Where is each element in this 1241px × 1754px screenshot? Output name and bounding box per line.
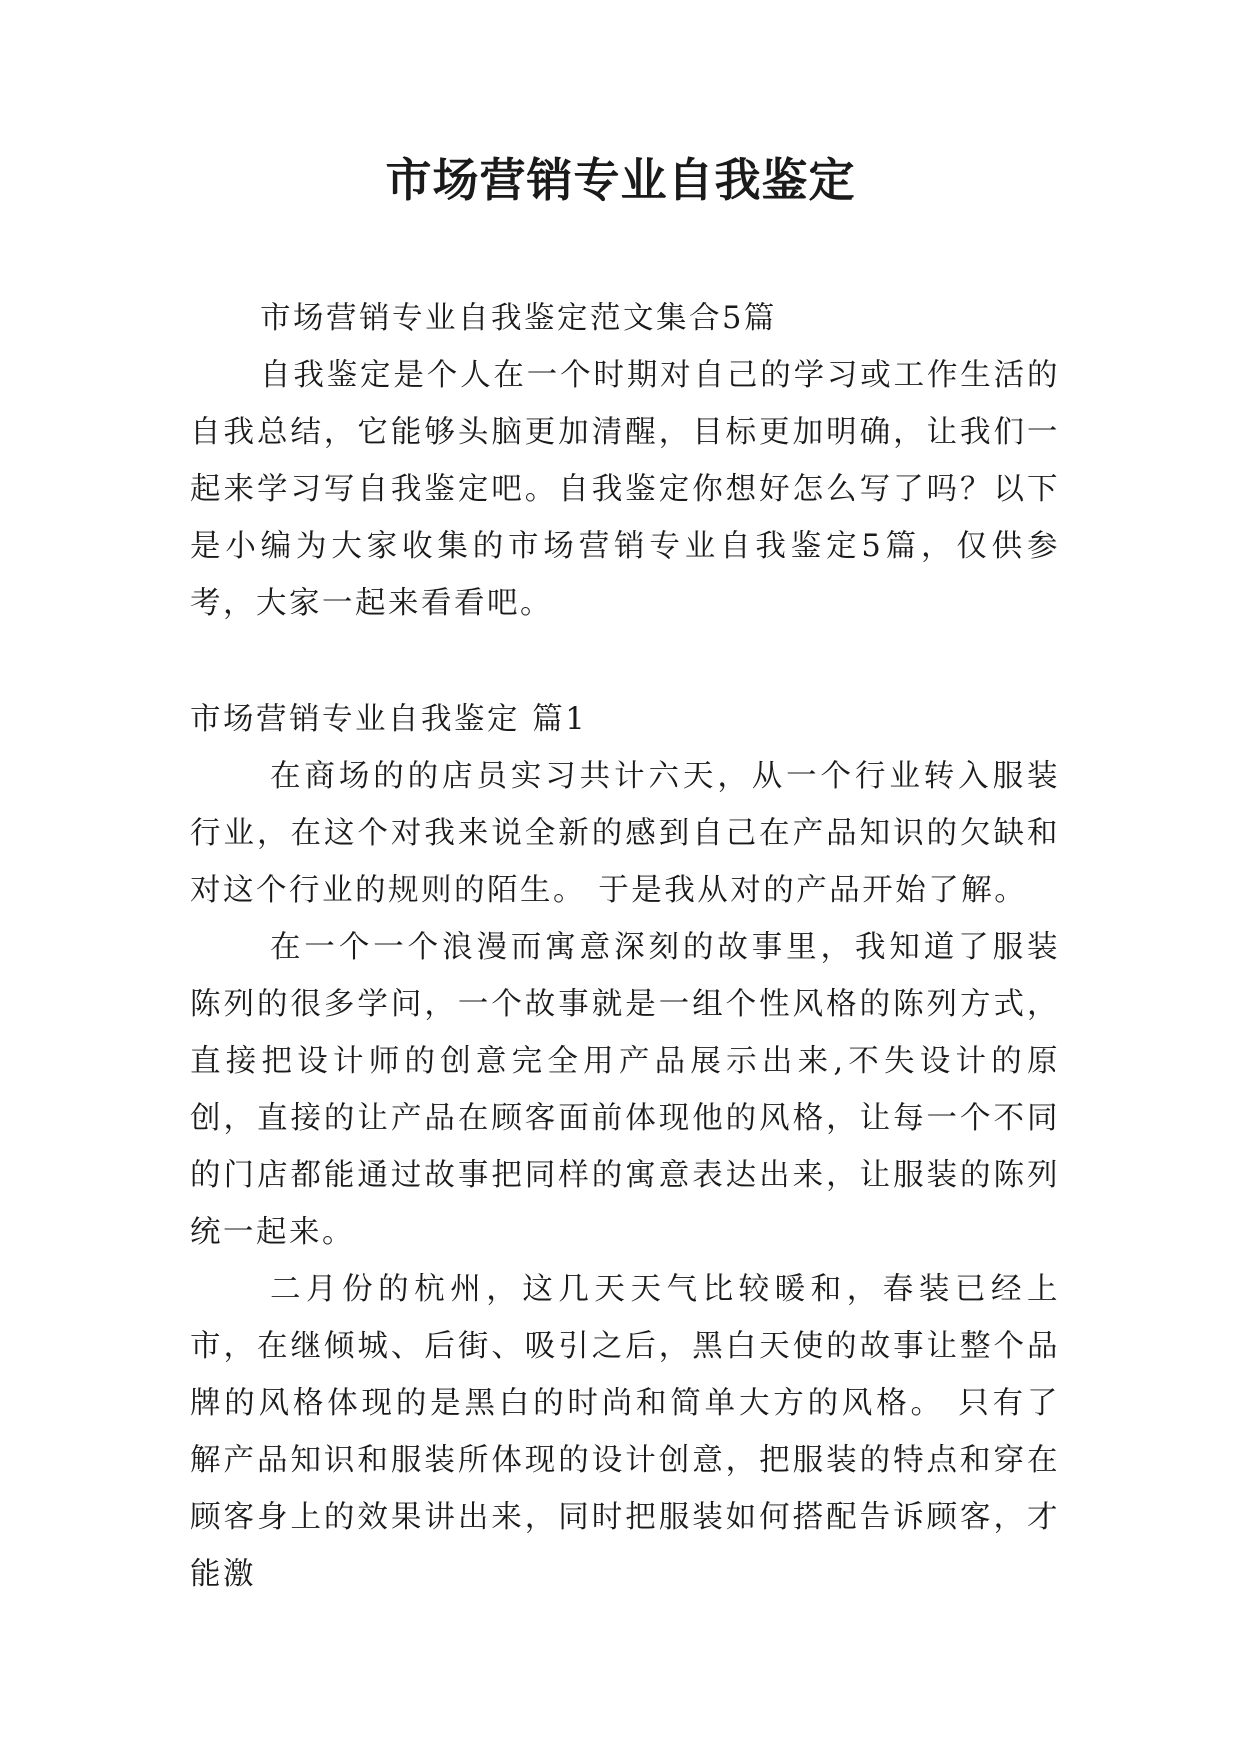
section-heading: 市场营销专业自我鉴定 篇1 — [190, 702, 588, 737]
body-paragraph-3: 二月份的杭州，这几天天气比较暖和，春装已经上市，在继倾城、后街、吸引之后，黑白天使的故事让整个品牌的风格体现的是黑白的时尚和简单大方的风格。 只有了解产品知识和服装所体现的设计创意，把服装的特点和穿在顾客身上的效果讲出来，同时把服装如何搭配告诉顾客，才能激 — [190, 1272, 1060, 1592]
intro-paragraph: 自我鉴定是个人在一个时期对自己的学习或工作生活的自我总结，它能够头脑更加清醒，目标更加明确，让我们一起来学习写自我鉴定吧。自我鉴定你想好怎么写了吗？以下是小编为大家收集的市场营销专业自我鉴定5篇，仅供参考，大家一起来看看吧。 — [190, 358, 1060, 621]
document-title: 市场营销专业自我鉴定 — [385, 153, 856, 207]
body-paragraph-1: 在商场的的店员实习共计六天，从一个行业转入服装行业，在这个对我来说全新的感到自己在产品知识的欠缺和对这个行业的规则的陌生。 于是我从对的产品开始了解。 — [190, 759, 1060, 908]
document-subtitle: 市场营销专业自我鉴定范文集合5篇 — [260, 301, 777, 336]
body-paragraph-2: 在一个一个浪漫而寓意深刻的故事里，我知道了服装陈列的很多学问，一个故事就是一组个性风格的陈列方式，直接把设计师的创意完全用产品展示出来,不失设计的原创，直接的让产品在顾客面前体现他的风格，让每一个不同的门店都能通过故事把同样的寓意表达出来，让服装的陈列统一起来。 — [190, 930, 1060, 1250]
